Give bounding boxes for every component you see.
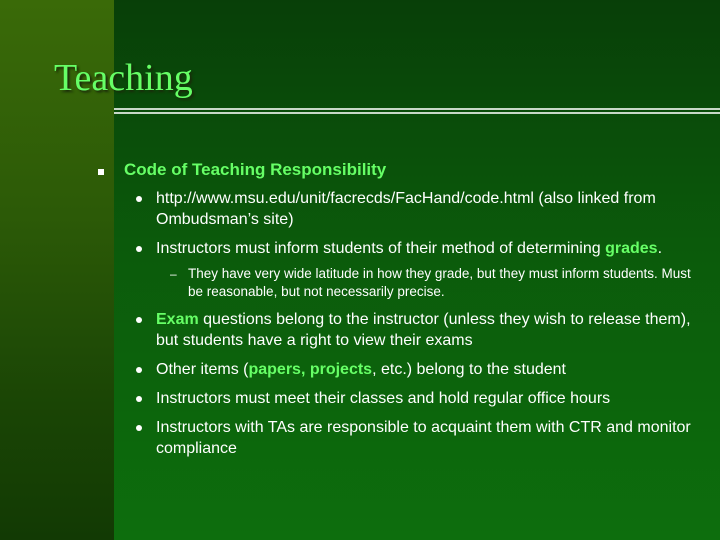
bullet-icon [136, 246, 142, 252]
sub-item-text: They have very wide latitude in how they grade, but they must inform students. Must be reasonable, but not necessarily precise. [188, 266, 691, 299]
item-text: . [657, 240, 663, 257]
heading-text: Code of Teaching Responsibility [124, 160, 387, 179]
title-rule [114, 108, 720, 118]
slide-content [96, 160, 706, 459]
bullet-icon [136, 367, 142, 373]
bullet-icon [136, 317, 142, 323]
item-text: Other items ( [156, 361, 249, 378]
list-item [96, 238, 706, 259]
list-item [96, 309, 706, 351]
list-item [96, 417, 706, 459]
sub-list-item [96, 265, 706, 301]
heading-item [96, 160, 706, 180]
item-text: Instructors must meet their classes and hold regular office hours [156, 390, 611, 407]
item-highlight: Exam [156, 311, 199, 328]
bullet-icon [136, 396, 142, 402]
item-highlight: papers, projects [248, 361, 373, 378]
list-item [96, 388, 706, 409]
item-text: Instructors with TAs are responsible to acquaint them with CTR and monitor compliance [156, 419, 691, 457]
item-text: http://www.msu.edu/unit/facrecds/FacHand/code.html (also linked from Ombudsman’s site) [156, 190, 656, 228]
item-text: , etc.) belong to the student [372, 361, 566, 378]
item-text: questions belong to the instructor (unless they wish to release them), but students have a right to view their exams [156, 311, 691, 349]
bullet-icon [136, 425, 142, 431]
list-item [96, 359, 706, 380]
bullet-icon [136, 196, 142, 202]
item-highlight: grades [605, 240, 658, 257]
square-bullet-icon [98, 169, 104, 175]
item-text: Instructors must inform students of their method of determining [156, 240, 606, 257]
slide-title: Teaching [54, 57, 193, 99]
dash-bullet-icon: – [170, 267, 177, 281]
list-item [96, 188, 706, 230]
